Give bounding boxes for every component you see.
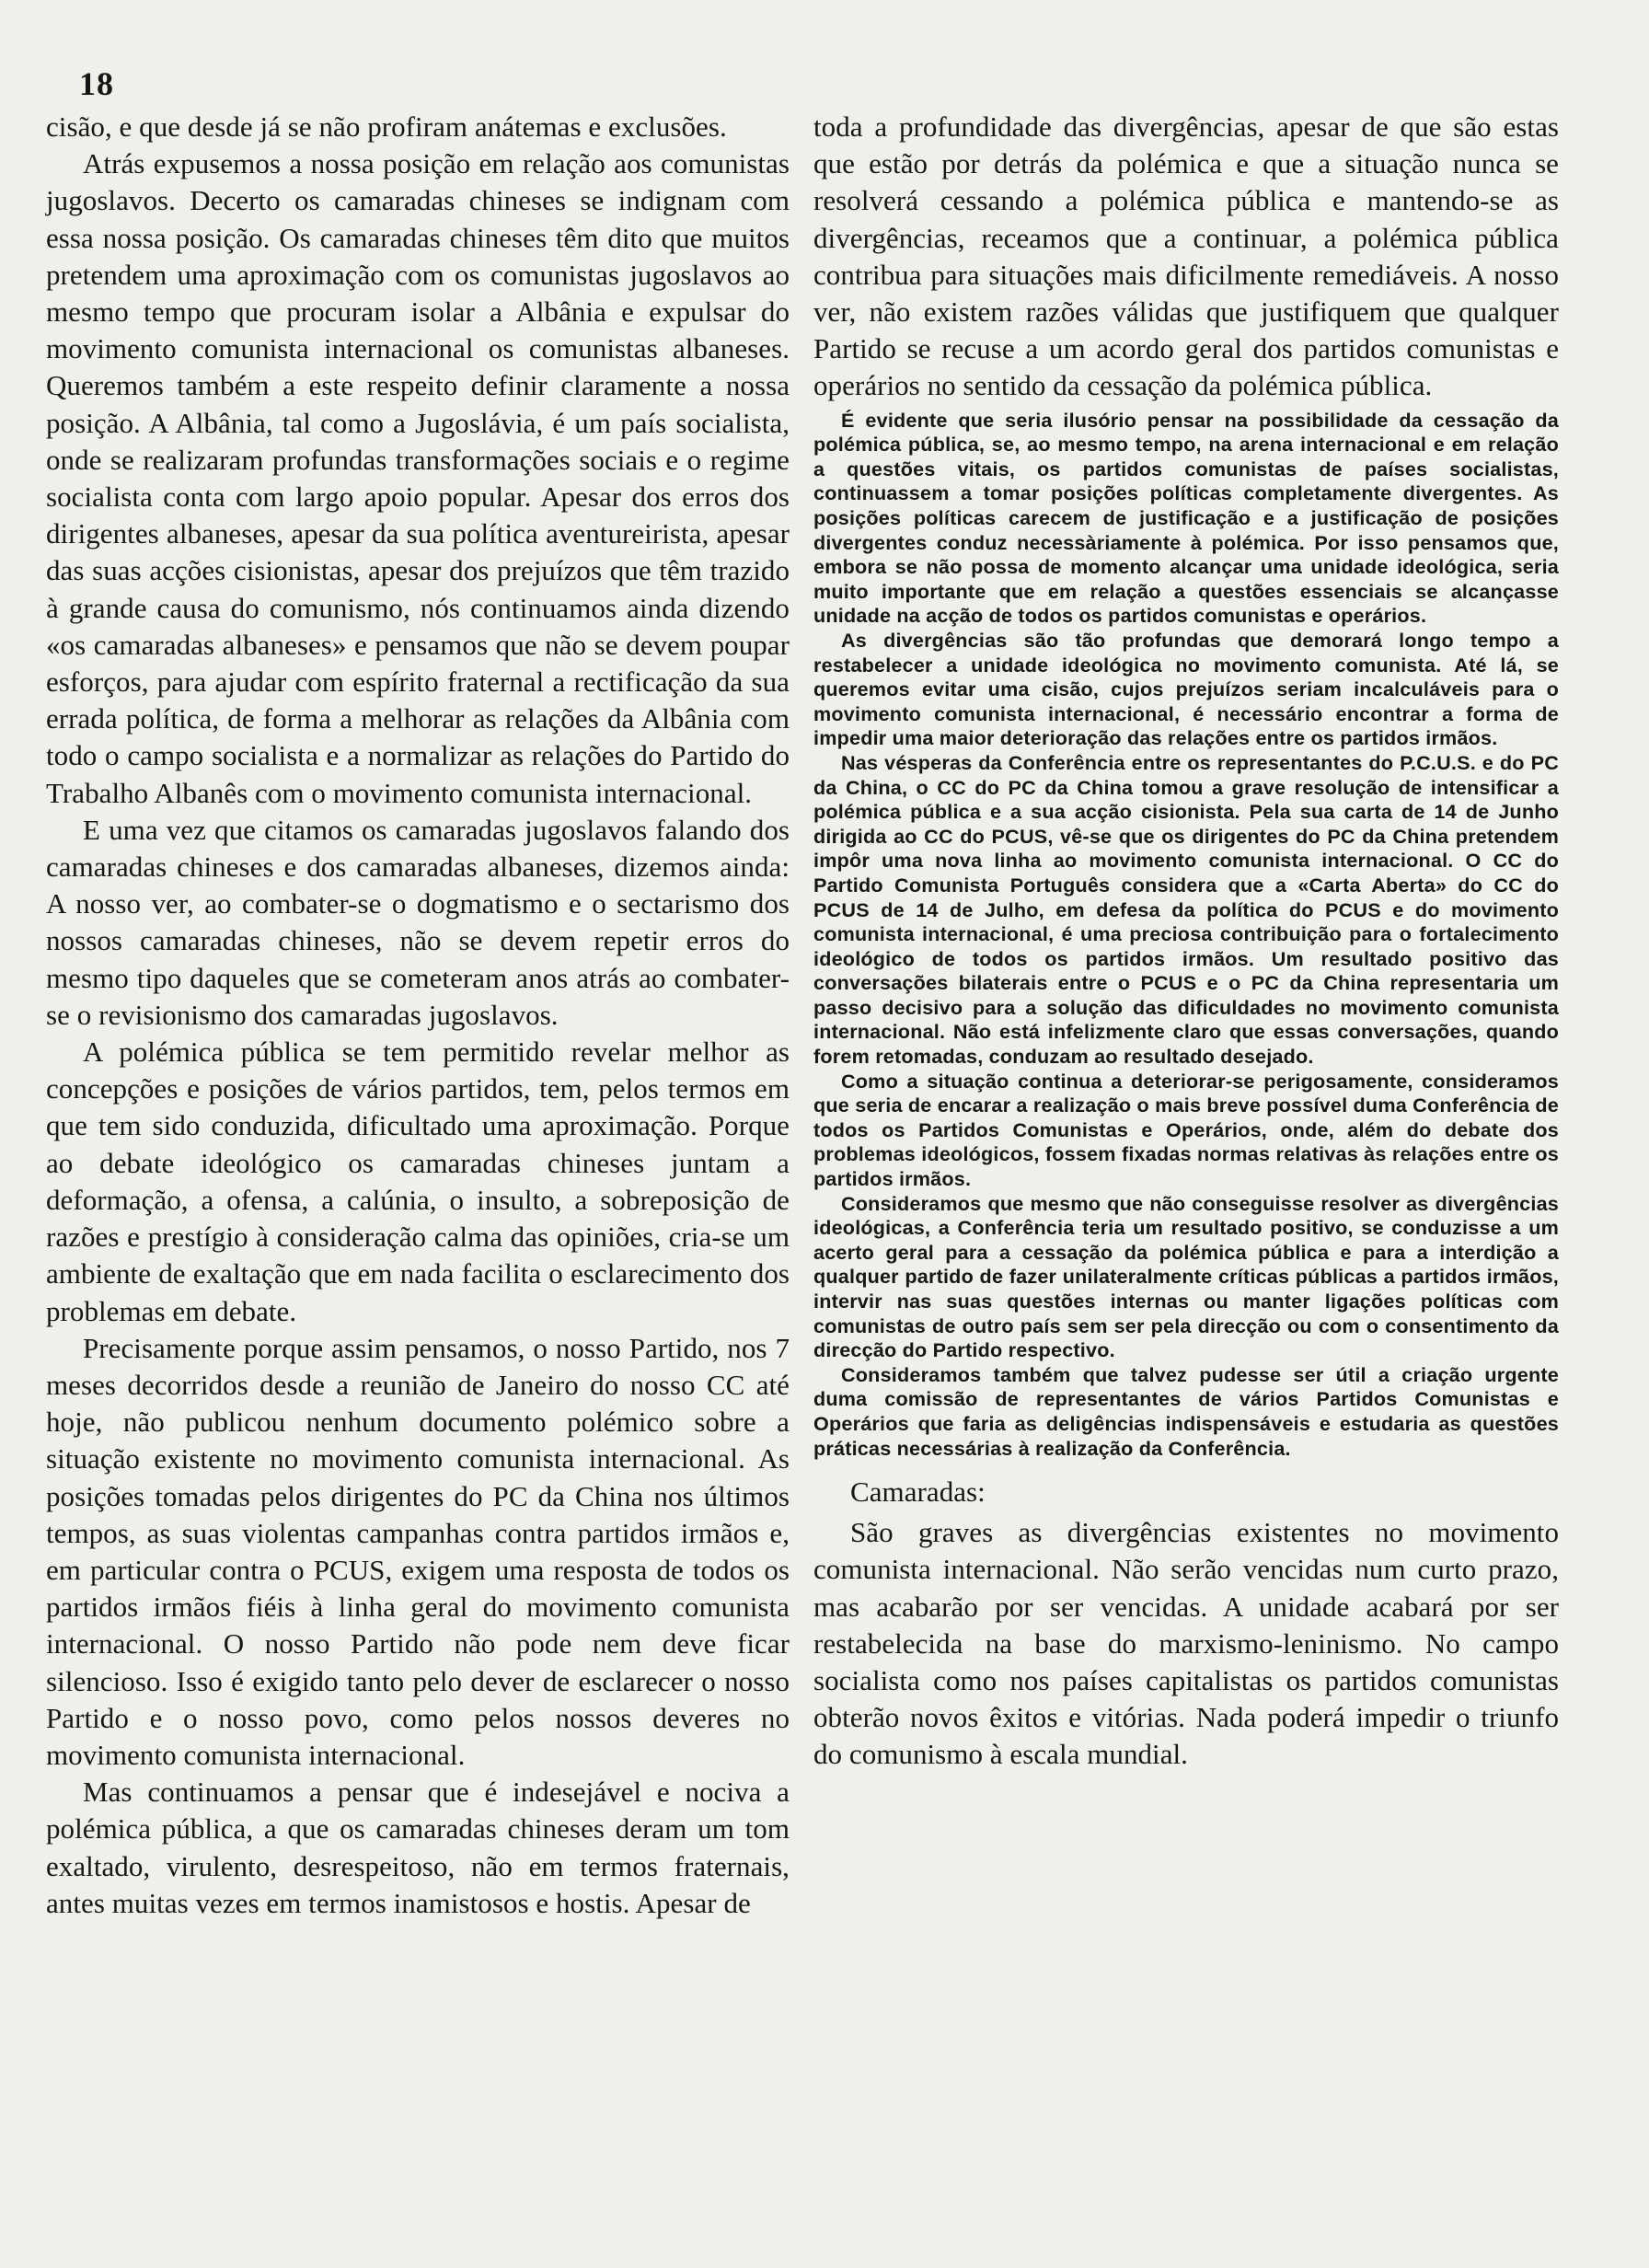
left-column [46, 109, 790, 1922]
small-paragraph: Consideramos também que talvez pudesse ser útil a criação urgente duma comissão de representantes de vários Partidos Comunistas e Operários que faria as deligências indispensáveis e estudaria as questões práticas necessárias à realização da Conferência. [813, 1362, 1559, 1460]
paragraph: Precisamente porque assim pensamos, o nosso Partido, nos 7 meses decorridos desde a reunião de Janeiro do nosso CC até hoje, não publicou nenhum documento polémico sobre a situação existente no movimento comunista internacional. As posições tomadas pelos dirigentes do PC da China nos últimos tempos, as suas violentas campanhas contra partidos irmãos e, em particular contra o PCUS, exigem uma resposta de todos os partidos irmãos fiéis à linha geral do movimento comunista internacional. O nosso Partido não pode nem deve ficar silencioso. Isso é exigido tanto pelo dever de esclarecer o nosso Partido e o nosso povo, como pelos nossos deveres no movimento comunista internacional. [46, 1331, 790, 1771]
paragraph: Atrás expusemos a nossa posição em relação aos comunistas jugoslavos. Decerto os camaradas chineses se indignam com essa nossa posição. Os camaradas chineses têm dito que muitos pretendem uma aproximação com os comunistas jugoslavos ao mesmo tempo que procuram isolar a Albânia e expulsar do movimento comunista internacional os comunistas albaneses. Queremos também a este respeito definir claramente a nossa posição. A Albânia, tal como a Jugoslávia, é um país socialista, onde se realizaram profundas transformações sociais e o regime socialista conta com largo apoio popular. Apesar dos erros dos dirigentes albaneses, apesar da sua política aventureirista, apesar das suas acções cisionistas, apesar dos prejuízos que têm trazido à grande causa do comunismo, nós continuamos ainda dizendo «os camaradas albaneses» e pensamos que não se devem poupar esforços, para ajudar com espírito fraternal a rectificação da sua errada política, de forma a melhorar as relações da Albânia com todo o campo socialista e a normalizar as relações do Partido do Trabalho Albanês com o movimento comunista internacional. [46, 147, 790, 809]
small-paragraph: É evidente que seria ilusório pensar na possibilidade da cessação da polémica pública, se, ao mesmo tempo, na arena internacional e em relação a questões vitais, os partidos comunistas de países socialistas, continuassem a tomar posições políticas completamente divergentes. As posições políticas carecem de justificação e a justificação de posições divergentes conduz necessàriamente à polémica. Por isso pensamos que, embora se não possa de momento alcançar uma unidade ideológica, seria muito importante que em relação a questões essenciais se alcançasse unidade na acção de todos os partidos comunistas e operários. [813, 408, 1559, 628]
page-number: 18 [79, 65, 114, 102]
small-paragraph: Consideramos que mesmo que não conseguisse resolver as divergências ideológicas, a Conferência teria um resultado positivo, se conduzisse a um acerto geral para a cessação da polémica pública e para a interdição a qualquer partido de fazer unilateralmente críticas públicas a partidos irmãos, intervir nas suas questões internas ou manter ligações políticas com comunistas de outro país sem ser pela direcção ou com o consentimento da direcção do Partido respectivo. [813, 1191, 1559, 1362]
paragraph: Mas continuamos a pensar que é indesejável e nociva a polémica pública, a que os camaradas chineses deram um tom exaltado, virulento, desrespeitoso, não em termos fraternais, antes muitas vezes em termos inamistosos e hostis. Apesar de [46, 1776, 790, 1919]
paragraph: A polémica pública se tem permitido revelar melhor as concepções e posições de vários partidos, tem, pelos termos em que tem sido conduzida, dificultado uma aproximação. Porque ao debate ideológico os camaradas chineses juntam a deformação, a ofensa, a calúnia, o insulto, a sobreposição de razões e prestígio à consideração calma das opiniões, cria-se um ambiente de exaltação que em nada facilita o esclarecimento dos problemas em debate. [46, 1036, 790, 1327]
closing-paragraph: São graves as divergências existentes no movimento comunista internacional. Não serão vencidas num curto prazo, mas acabarão por ser vencidas. A unidade acabará por ser restabelecida na base do marxismo-leninismo. No campo socialista como nos países capitalistas os partidos comunistas obterão novos êxitos e vitórias. Nada poderá impedir o triunfo do comunismo à escala mundial. [813, 1516, 1559, 1771]
paragraph: toda a profundidade das divergências, apesar de que são estas que estão por detrás da polémica e que a situação nunca se resolverá cessando a polémica pública e mantendo-se as divergências, receamos que a continuar, a polémica pública contribua para situações mais dificilmente remediáveis. A nosso ver, não existem razões válidas que justifiquem que qualquer Partido se recuse a um acordo geral dos partidos comunistas e operários no sentido da cessação da polémica pública. [813, 110, 1559, 402]
paragraph: cisão, e que desde já se não profiram anátemas e exclusões. [46, 110, 727, 143]
small-paragraph: As divergências são tão profundas que demorará longo tempo a restabelecer a unidade ideológica no movimento comunista. Até lá, se queremos evitar uma cisão, cujos prejuízos seriam incalculáveis para o movimento comunista internacional, é necessário encontrar a forma de impedir uma maior deterioração das relações entre os partidos irmãos. [813, 628, 1559, 750]
small-paragraph: Nas vésperas da Conferência entre os representantes do P.C.U.S. e do PC da China, o CC do PC da China tomou a grave resolução de intensificar a polémica pública e a sua acção cisionista. Pela sua carta de 14 de Junho dirigida ao CC do PCUS, vê-se que os dirigentes do PC da China pretendem impôr uma nova linha ao movimento comunista internacional. O CC do Partido Comunista Português considera que a «Carta Aberta» do CC do PCUS de 14 de Julho, em defesa da política do PCUS e do movimento comunista internacional, é uma preciosa contribuição para o fortalecimento ideológico de todos os partidos irmãos. Um resultado positivo das conversações bilaterais entre o PCUS e o PC da China representaria um passo decisivo para a solução das dificuldades no movimento comunista internacional. Não está infelizmente claro que essas conversações, quando forem retomadas, conduzam ao resultado desejado. [813, 750, 1559, 1069]
small-paragraph: Como a situação continua a deteriorar-se perigosamente, consideramos que seria de encarar a realização o mais breve possível duma Conferência de todos os Partidos Comunistas e Operários, onde, além do debate dos problemas ideológicos, fossem fixadas normas relativas às relações entre os partidos irmãos. [813, 1069, 1559, 1191]
paragraph: E uma vez que citamos os camaradas jugoslavos falando dos camaradas chineses e dos camaradas albaneses, dizemos ainda: A nosso ver, ao combater-se o dogmatismo e o sectarismo dos nossos camaradas chineses, não se devem repetir erros do mesmo tipo daqueles que se cometeram anos atrás ao combater-se o revisionismo dos camaradas jugoslavos. [46, 813, 790, 1031]
right-column [813, 109, 1559, 1774]
salutation: Camaradas: [850, 1475, 986, 1509]
